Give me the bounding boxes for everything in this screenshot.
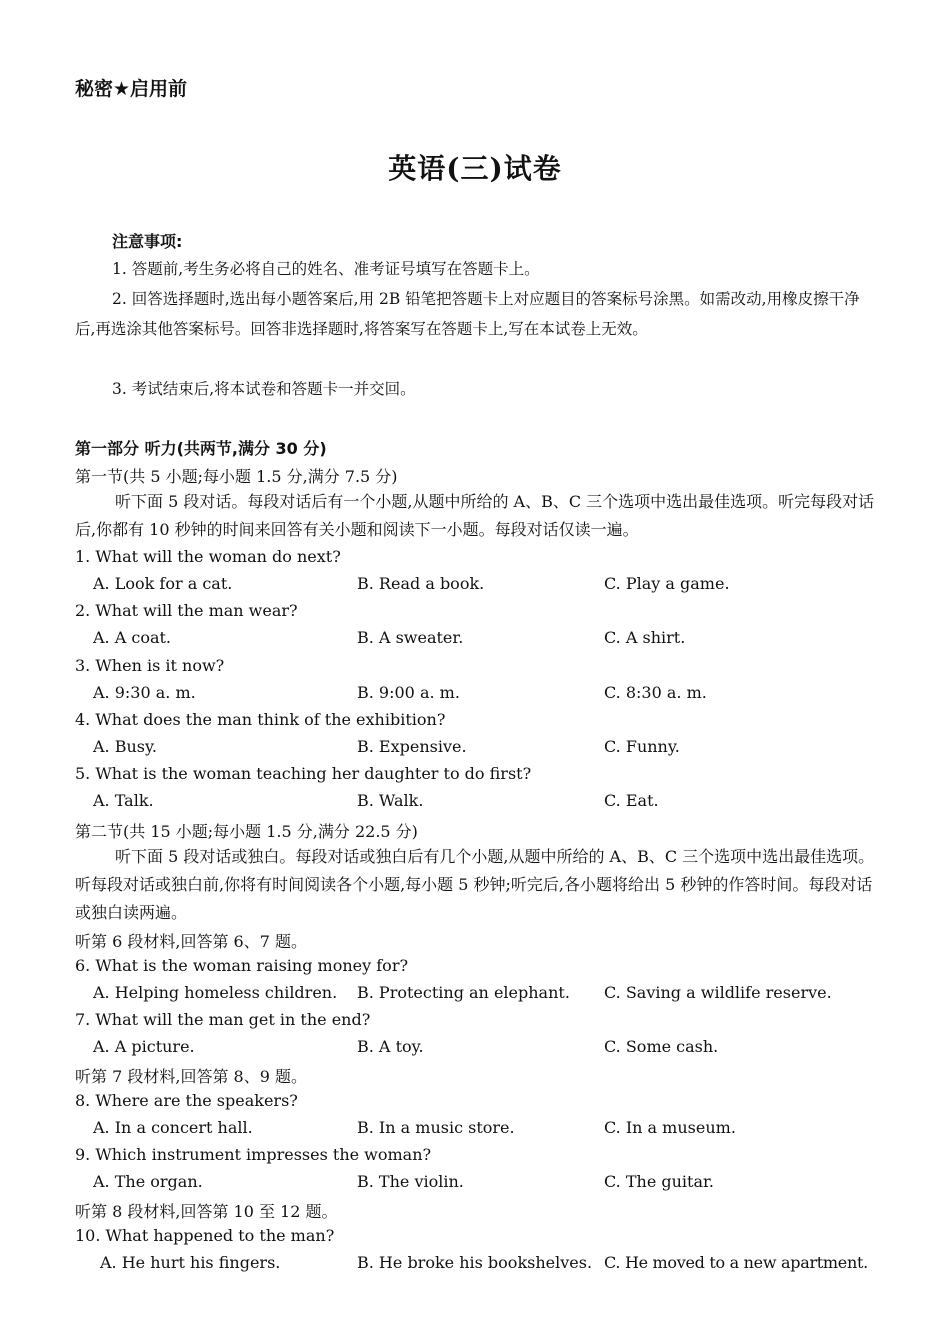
question-2-option-b: B. A sweater.	[357, 628, 464, 647]
question-9-option-b: B. The violin.	[357, 1172, 464, 1191]
confidential-label: 秘密★启用前	[75, 78, 188, 100]
question-5: 5. What is the woman teaching her daughter to do first?	[75, 764, 532, 783]
question-8: 8. Where are the speakers?	[75, 1091, 298, 1110]
question-8-option-a: A. In a concert hall.	[93, 1118, 253, 1137]
section1-instructions: 听下面 5 段对话。每段对话后有一个小题,从题中所给的 A、B、C 三个选项中选出最佳选项。听完每段对话后,你都有 10 秒钟的时间来回答有关小题和阅读下一小题。每段对话仅读一遍。	[75, 492, 875, 539]
question-3: 3. When is it now?	[75, 656, 225, 675]
material-6-label: 听第 6 段材料,回答第 6、7 题。	[75, 932, 307, 951]
material-7-label: 听第 7 段材料,回答第 8、9 题。	[75, 1067, 307, 1086]
question-6: 6. What is the woman raising money for?	[75, 956, 409, 975]
question-5-option-a: A. Talk.	[93, 791, 154, 810]
notice-item-1: 1. 答题前,考生务必将自己的姓名、准考证号填写在答题卡上。	[112, 260, 540, 278]
section2-title: 第二节(共 15 小题;每小题 1.5 分,满分 22.5 分)	[75, 822, 418, 841]
question-7-option-c: C. Some cash.	[604, 1037, 719, 1056]
section2-instructions: 听下面 5 段对话或独白。每段对话或独白后有几个小题,从题中所给的 A、B、C 三个选项中选出最佳选项。听每段对话或独白前,你将有时间阅读各个小题,每小题 5 秒钟;听完后,各小题将给出 5 秒钟的作答时间。每段对话或独白读两遍。	[75, 847, 875, 922]
page-title: 英语(三)试卷	[388, 152, 562, 185]
question-2-option-a: A. A coat.	[93, 628, 172, 647]
question-9-option-a: A. The organ.	[93, 1172, 203, 1191]
question-3-option-b: B. 9:00 a. m.	[357, 683, 460, 702]
question-6-option-b: B. Protecting an elephant.	[357, 983, 570, 1002]
question-4-option-b: B. Expensive.	[357, 737, 467, 756]
question-6-option-c: C. Saving a wildlife reserve.	[604, 983, 832, 1002]
notice-heading: 注意事项:	[112, 232, 183, 251]
question-9: 9. Which instrument impresses the woman?	[75, 1145, 432, 1164]
question-10-option-a: A. He hurt his fingers.	[100, 1253, 281, 1272]
notice-item-2: 2. 回答选择题时,选出每小题答案后,用 2B 铅笔把答题卡上对应题目的答案标号涂黑。如需改动,用橡皮擦干净后,再选涂其他答案标号。回答非选择题时,将答案写在答题卡上,写在本试卷上无效。	[75, 290, 860, 338]
question-7-option-a: A. A picture.	[93, 1037, 195, 1056]
question-10: 10. What happened to the man?	[75, 1226, 335, 1245]
question-8-option-c: C. In a museum.	[604, 1118, 736, 1137]
question-1-option-a: A. Look for a cat.	[93, 574, 233, 593]
question-9-option-c: C. The guitar.	[604, 1172, 714, 1191]
notice-item-3: 3. 考试结束后,将本试卷和答题卡一并交回。	[112, 380, 416, 398]
section1-title: 第一节(共 5 小题;每小题 1.5 分,满分 7.5 分)	[75, 467, 398, 486]
question-1-option-c: C. Play a game.	[604, 574, 730, 593]
question-3-option-c: C. 8:30 a. m.	[604, 683, 707, 702]
question-6-option-a: A. Helping homeless children.	[93, 983, 338, 1002]
question-10-option-b: B. He broke his bookshelves.	[357, 1253, 593, 1272]
question-4-option-c: C. Funny.	[604, 737, 680, 756]
question-1: 1. What will the woman do next?	[75, 547, 341, 566]
question-1-option-b: B. Read a book.	[357, 574, 485, 593]
question-4: 4. What does the man think of the exhibition?	[75, 710, 446, 729]
question-7: 7. What will the man get in the end?	[75, 1010, 371, 1029]
material-8-label: 听第 8 段材料,回答第 10 至 12 题。	[75, 1202, 338, 1221]
question-3-option-a: A. 9:30 a. m.	[93, 683, 196, 702]
question-2-option-c: C. A shirt.	[604, 628, 686, 647]
question-4-option-a: A. Busy.	[93, 737, 157, 756]
question-7-option-b: B. A toy.	[357, 1037, 424, 1056]
question-2: 2. What will the man wear?	[75, 601, 298, 620]
question-5-option-b: B. Walk.	[357, 791, 424, 810]
question-8-option-b: B. In a music store.	[357, 1118, 515, 1137]
question-5-option-c: C. Eat.	[604, 791, 659, 810]
question-10-option-c: C. He moved to a new apartment.	[604, 1253, 868, 1272]
part1-title: 第一部分 听力(共两节,满分 30 分)	[75, 439, 327, 458]
